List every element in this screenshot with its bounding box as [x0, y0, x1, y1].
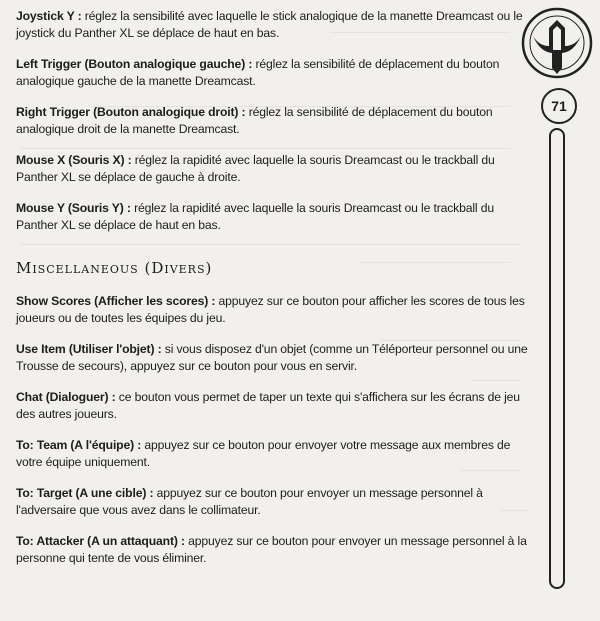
entry-text: si vous disposez d'un objet (comme un Téléporteur personnel ou une Trousse de secours), appuyez sur ce bouton pour vous en servir. [16, 342, 528, 373]
page-number: 71 [541, 88, 577, 124]
section-heading: Miscellaneous (Divers) [16, 259, 213, 277]
entry-to-attacker [16, 533, 531, 567]
entry-text: réglez la rapidité avec laquelle la souris Dreamcast ou le trackball du Panther XL se déplace de haut en bas. [16, 201, 494, 232]
entry-right-trigger [16, 104, 531, 138]
entry-text: réglez la sensibilité de déplacement du bouton analogique gauche de la manette Dreamcast. [16, 57, 500, 88]
quake-logo-icon [520, 6, 594, 80]
entry-joystick-y [16, 8, 531, 42]
entry-text: réglez la sensibilité de déplacement du bouton analogique droit de la manette Dreamcast. [16, 105, 493, 136]
entry-text: ce bouton vous permet de taper un texte qui s'affichera sur les écrans de jeu des autres joueurs. [16, 390, 520, 421]
entry-text: appuyez sur ce bouton pour envoyer un message personnel à l'adversaire que vous avez dans le collimateur. [16, 486, 483, 517]
entry-term: Left Trigger (Bouton analogique gauche) : [16, 57, 253, 71]
entry-mouse-x [16, 152, 531, 186]
entry-term: Mouse Y (Souris Y) : [16, 201, 131, 215]
entry-left-trigger [16, 56, 531, 90]
text-column [16, 8, 531, 567]
entry-text: appuyez sur ce bouton pour envoyer votre message aux membres de votre équipe uniquement. [16, 438, 511, 469]
entry-term: Joystick Y : [16, 9, 82, 23]
entry-use-item [16, 341, 531, 375]
entry-show-scores [16, 293, 531, 327]
entry-term: Right Trigger (Bouton analogique droit) : [16, 105, 246, 119]
entry-term: To: Team (A l'équipe) : [16, 438, 142, 452]
entry-to-team [16, 437, 531, 471]
entry-text: appuyez sur ce bouton pour afficher les scores de tous les joueurs ou de toutes les équipes du jeu. [16, 294, 525, 325]
entry-term: Mouse X (Souris X) : [16, 153, 132, 167]
entry-term: To: Target (A une cible) : [16, 486, 154, 500]
entry-to-target [16, 485, 531, 519]
entry-text: réglez la rapidité avec laquelle la souris Dreamcast ou le trackball du Panther XL se déplace de gauche à droite. [16, 153, 495, 184]
entry-text: appuyez sur ce bouton pour envoyer un message personnel à la personne qui tente de vous éliminer. [16, 534, 527, 565]
entry-mouse-y [16, 200, 531, 234]
entry-term: Show Scores (Afficher les scores) : [16, 294, 216, 308]
sidebar-decoration [549, 128, 565, 589]
entry-term: Use Item (Utiliser l'objet) : [16, 342, 162, 356]
entry-term: To: Attacker (A un attaquant) : [16, 534, 185, 548]
entry-chat [16, 389, 531, 423]
entry-term: Chat (Dialoguer) : [16, 390, 116, 404]
entry-text: réglez la sensibilité avec laquelle le stick analogique de la manette Dreamcast ou le joystick du Panther XL se déplace de haut en bas. [16, 9, 523, 40]
